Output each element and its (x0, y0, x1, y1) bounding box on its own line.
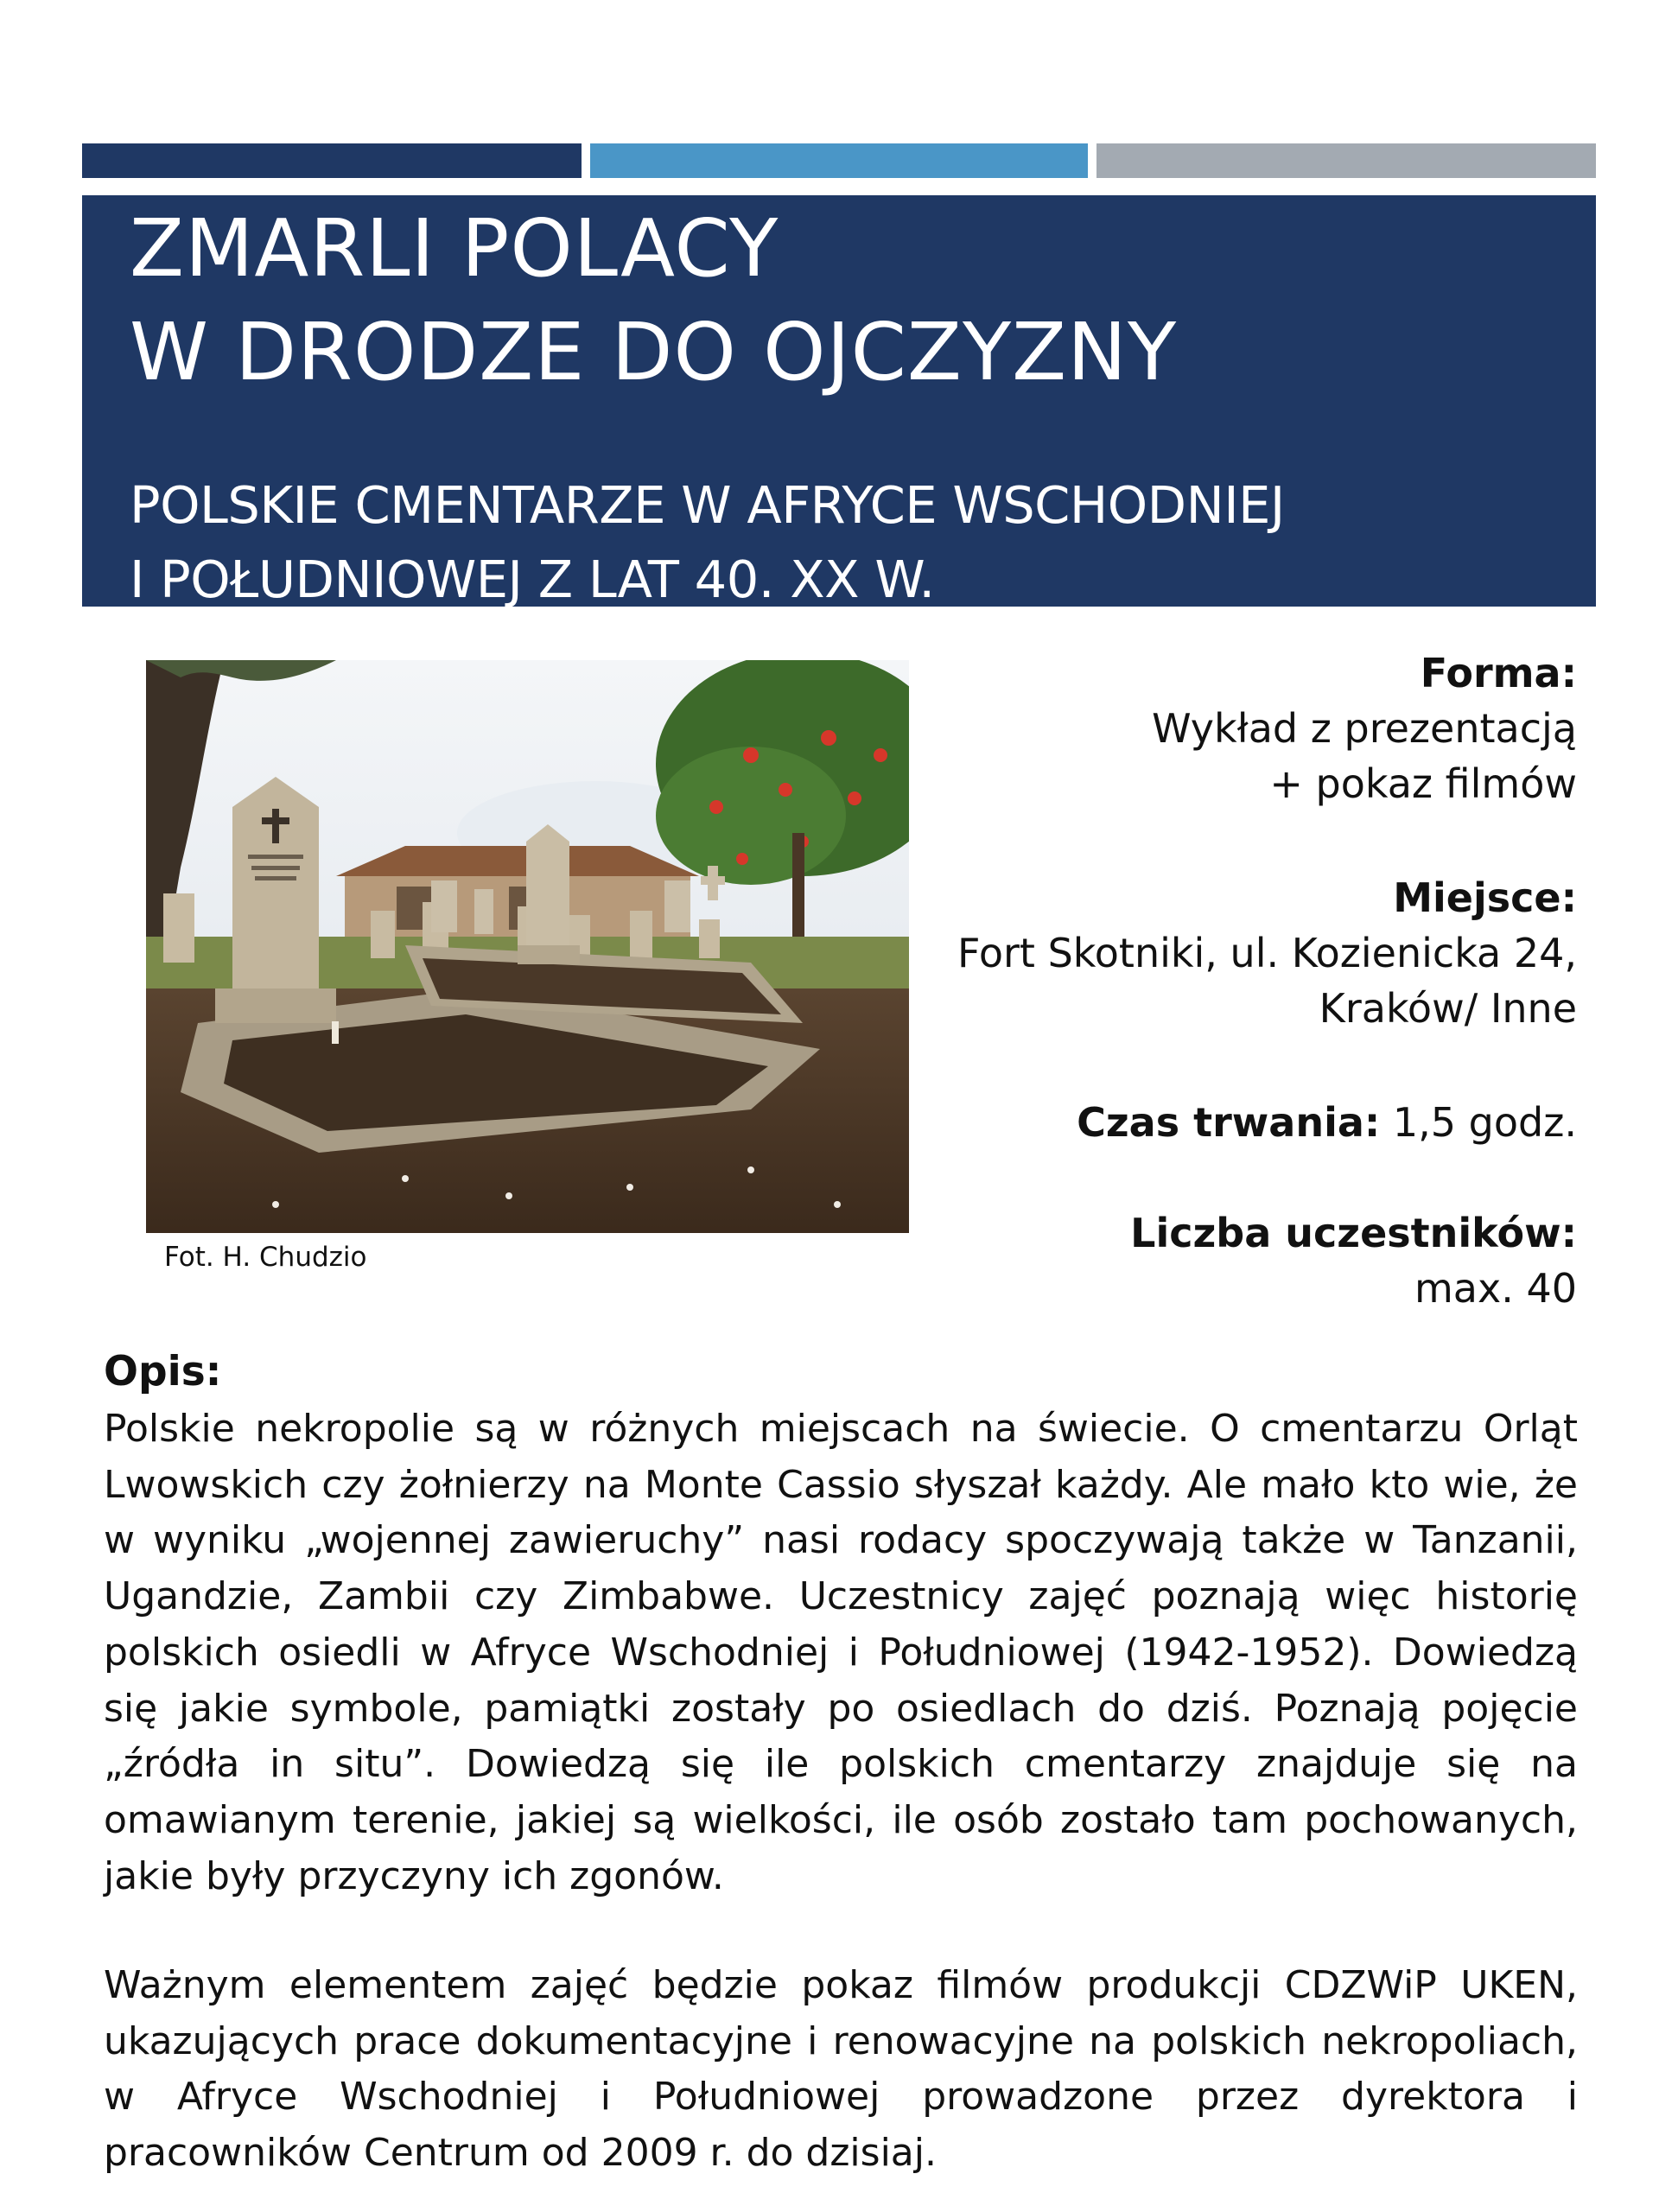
miejsce-value-1: Fort Skotniki, ul. Kozienicka 24, (957, 930, 1577, 976)
page-subtitle-line-1: POLSKIE CMENTARZE W AFRYCE WSCHODNIEJ (130, 475, 1285, 535)
liczba-value: max. 40 (1414, 1265, 1577, 1312)
opis-paragraph-2: Ważnym elementem zajęć będzie pokaz filmów produkcji CDZWiP UKEN, ukazujących prace dokumentacyjne i renowacyjne na polskich nekropoliach, w Afryce Wschodniej i Południowej prowadzone przez dyrektora i pracowników Centrum od 2009 r. do dzisiaj. (104, 1963, 1578, 2176)
forma-label-text: Forma: (1420, 650, 1577, 696)
title-block (82, 195, 1596, 607)
opis-paragraph-1: Polskie nekropolie są w różnych miejscach na świecie. O cmentarzu Orląt Lwowskich czy żołnierzy na Monte Cassio słyszał każdy. Ale mało kto wie, że w wyniku „wojennej zawieruchy” nasi rodacy spoczywają także w Tanzanii, Ugandzie, Zambii czy Zimbabwe. Uczestnicy zajęć poznają więc historię polskich osiedli w Afryce Wschodniej i Południowej (1942-1952). Dowiedzą się jakie symbole, pamiątki zostały po osiedlach do dziś. Poznają pojęcie „źródła in situ”. Dowiedzą się ile polskich cmentarzy znajduje się na omawianym terenie, jakiej są wielkości, ile osób zostało tam pochowanych, jakie były przyczyny ich zgonów. (104, 1407, 1578, 1898)
czas-trwania (1077, 1095, 1577, 1150)
czas-label: Czas trwania: (1077, 1099, 1381, 1146)
miejsce-label-text: Miejsce: (1393, 874, 1577, 921)
photo-caption: Fot. H. Chudzio (164, 1242, 367, 1273)
page-title-line-1: ZMARLI POLACY (130, 202, 779, 295)
opis-heading: Opis: (104, 1348, 222, 1395)
miejsce-label (1393, 870, 1577, 925)
forma-value-2: + pokaz filmów (1269, 760, 1577, 807)
page-title-line-2: W DRODZE DO OJCZYZNY (130, 306, 1178, 398)
header-bar-gray (1096, 143, 1596, 178)
cemetery-photo (146, 660, 909, 1233)
liczba-label-text: Liczba uczestników: (1130, 1210, 1577, 1256)
page-subtitle-line-2: I POŁUDNIOWEJ Z LAT 40. XX W. (130, 550, 935, 607)
forma-value-1: Wykład z prezentacją (1152, 705, 1577, 752)
miejsce-value-2: Kraków/ Inne (1319, 985, 1577, 1032)
cemetery-photo-illustration (146, 660, 909, 1233)
liczba-label (1130, 1205, 1577, 1261)
czas-value: 1,5 godz. (1392, 1099, 1577, 1146)
header-bar-blue (590, 143, 1088, 178)
header-bar-dark (82, 143, 582, 178)
forma-label (1421, 645, 1577, 701)
